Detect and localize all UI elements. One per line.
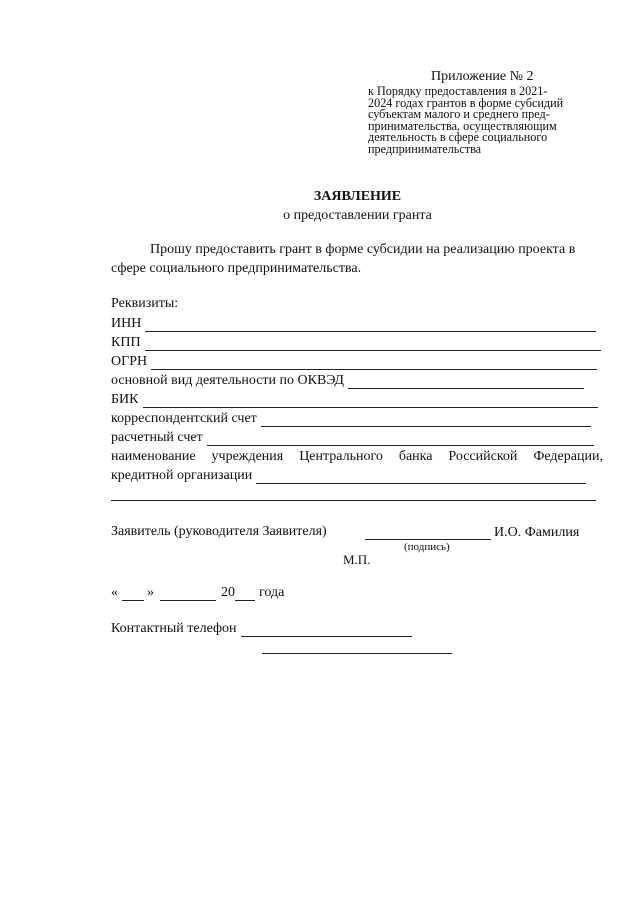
bank-word: Центрального [299,449,383,464]
applicant-label: Заявитель (руководителя Заявителя) [111,524,327,539]
contact-phone-input-line[interactable] [241,622,412,637]
document-title: ЗАЯВЛЕНИЕ [313,189,402,204]
okved-field [111,373,584,389]
date-close-quote: » [147,585,154,600]
contact-phone-field [111,621,412,637]
date-open-quote: « [111,585,118,600]
account-field [111,430,594,446]
corr-account-label: корреспондентский счет [111,411,257,426]
signature-caption: (подпись) [404,541,450,553]
request-paragraph-line-1: Прошу предоставить грант в форме субсидии на реализацию проекта в [150,242,576,257]
okved-label: основной вид деятельности по ОКВЭД [111,373,344,388]
ogrn-label: ОГРН [111,354,148,369]
appendix-text [368,86,608,156]
appendix-title: Приложение № 2 [431,69,534,84]
credit-org-label: кредитной организации [111,468,253,483]
ogrn-field [111,354,597,370]
bik-label: БИК [111,392,139,407]
year-prefix: 20 [221,585,235,600]
appendix-line: принимательства, осуществляющим [368,118,557,133]
bik-field [111,392,598,408]
request-paragraph-line-2: сфере социального предпринимательства. [111,261,362,276]
inn-field [111,316,596,332]
applicant-name: И.О. Фамилия [494,525,580,540]
okved-input-line[interactable] [348,374,584,389]
date-line [111,585,284,601]
corr-account-field [111,411,591,427]
appendix-line: деятельность в сфере социального [368,130,548,145]
seal-label: М.П. [343,552,371,567]
appendix-line: предпринимательства [368,141,482,156]
bank-word: Федерации, [533,449,603,464]
bank-name-label [111,449,603,465]
credit-org-input-line[interactable] [256,469,586,484]
contact-extra-line[interactable] [262,653,452,654]
appendix-line: субъектам малого и среднего пред- [368,107,550,122]
day-input-line[interactable] [122,586,144,601]
kpp-field [111,335,601,351]
month-input-line[interactable] [160,586,216,601]
appendix-line: 2024 годах грантов в форме субсидий [368,95,564,110]
document-subtitle: о предоставлении гранта [283,208,432,223]
signature-line[interactable] [365,539,491,540]
corr-account-input-line[interactable] [261,412,591,427]
year-suffix: года [259,585,285,600]
bank-word: банка [398,449,433,464]
year-input-line[interactable] [235,586,255,601]
bank-word: наименование [111,449,196,464]
credit-org-extra-line[interactable] [111,500,596,501]
kpp-input-line[interactable] [145,336,601,351]
appendix-line: к Порядку предоставления в 2021- [368,84,548,98]
contact-phone-label: Контактный телефон [111,621,237,636]
bank-word: учреждения [211,449,284,464]
bank-word: Российской [448,449,518,464]
bik-input-line[interactable] [143,393,598,408]
kpp-label: КПП [111,335,141,350]
credit-org-field [111,468,586,484]
requisites-heading: Реквизиты: [111,296,179,311]
inn-input-line[interactable] [145,317,596,332]
account-input-line[interactable] [207,431,594,446]
ogrn-input-line[interactable] [151,355,597,370]
account-label: расчетный счет [111,430,203,445]
inn-label: ИНН [111,316,142,331]
